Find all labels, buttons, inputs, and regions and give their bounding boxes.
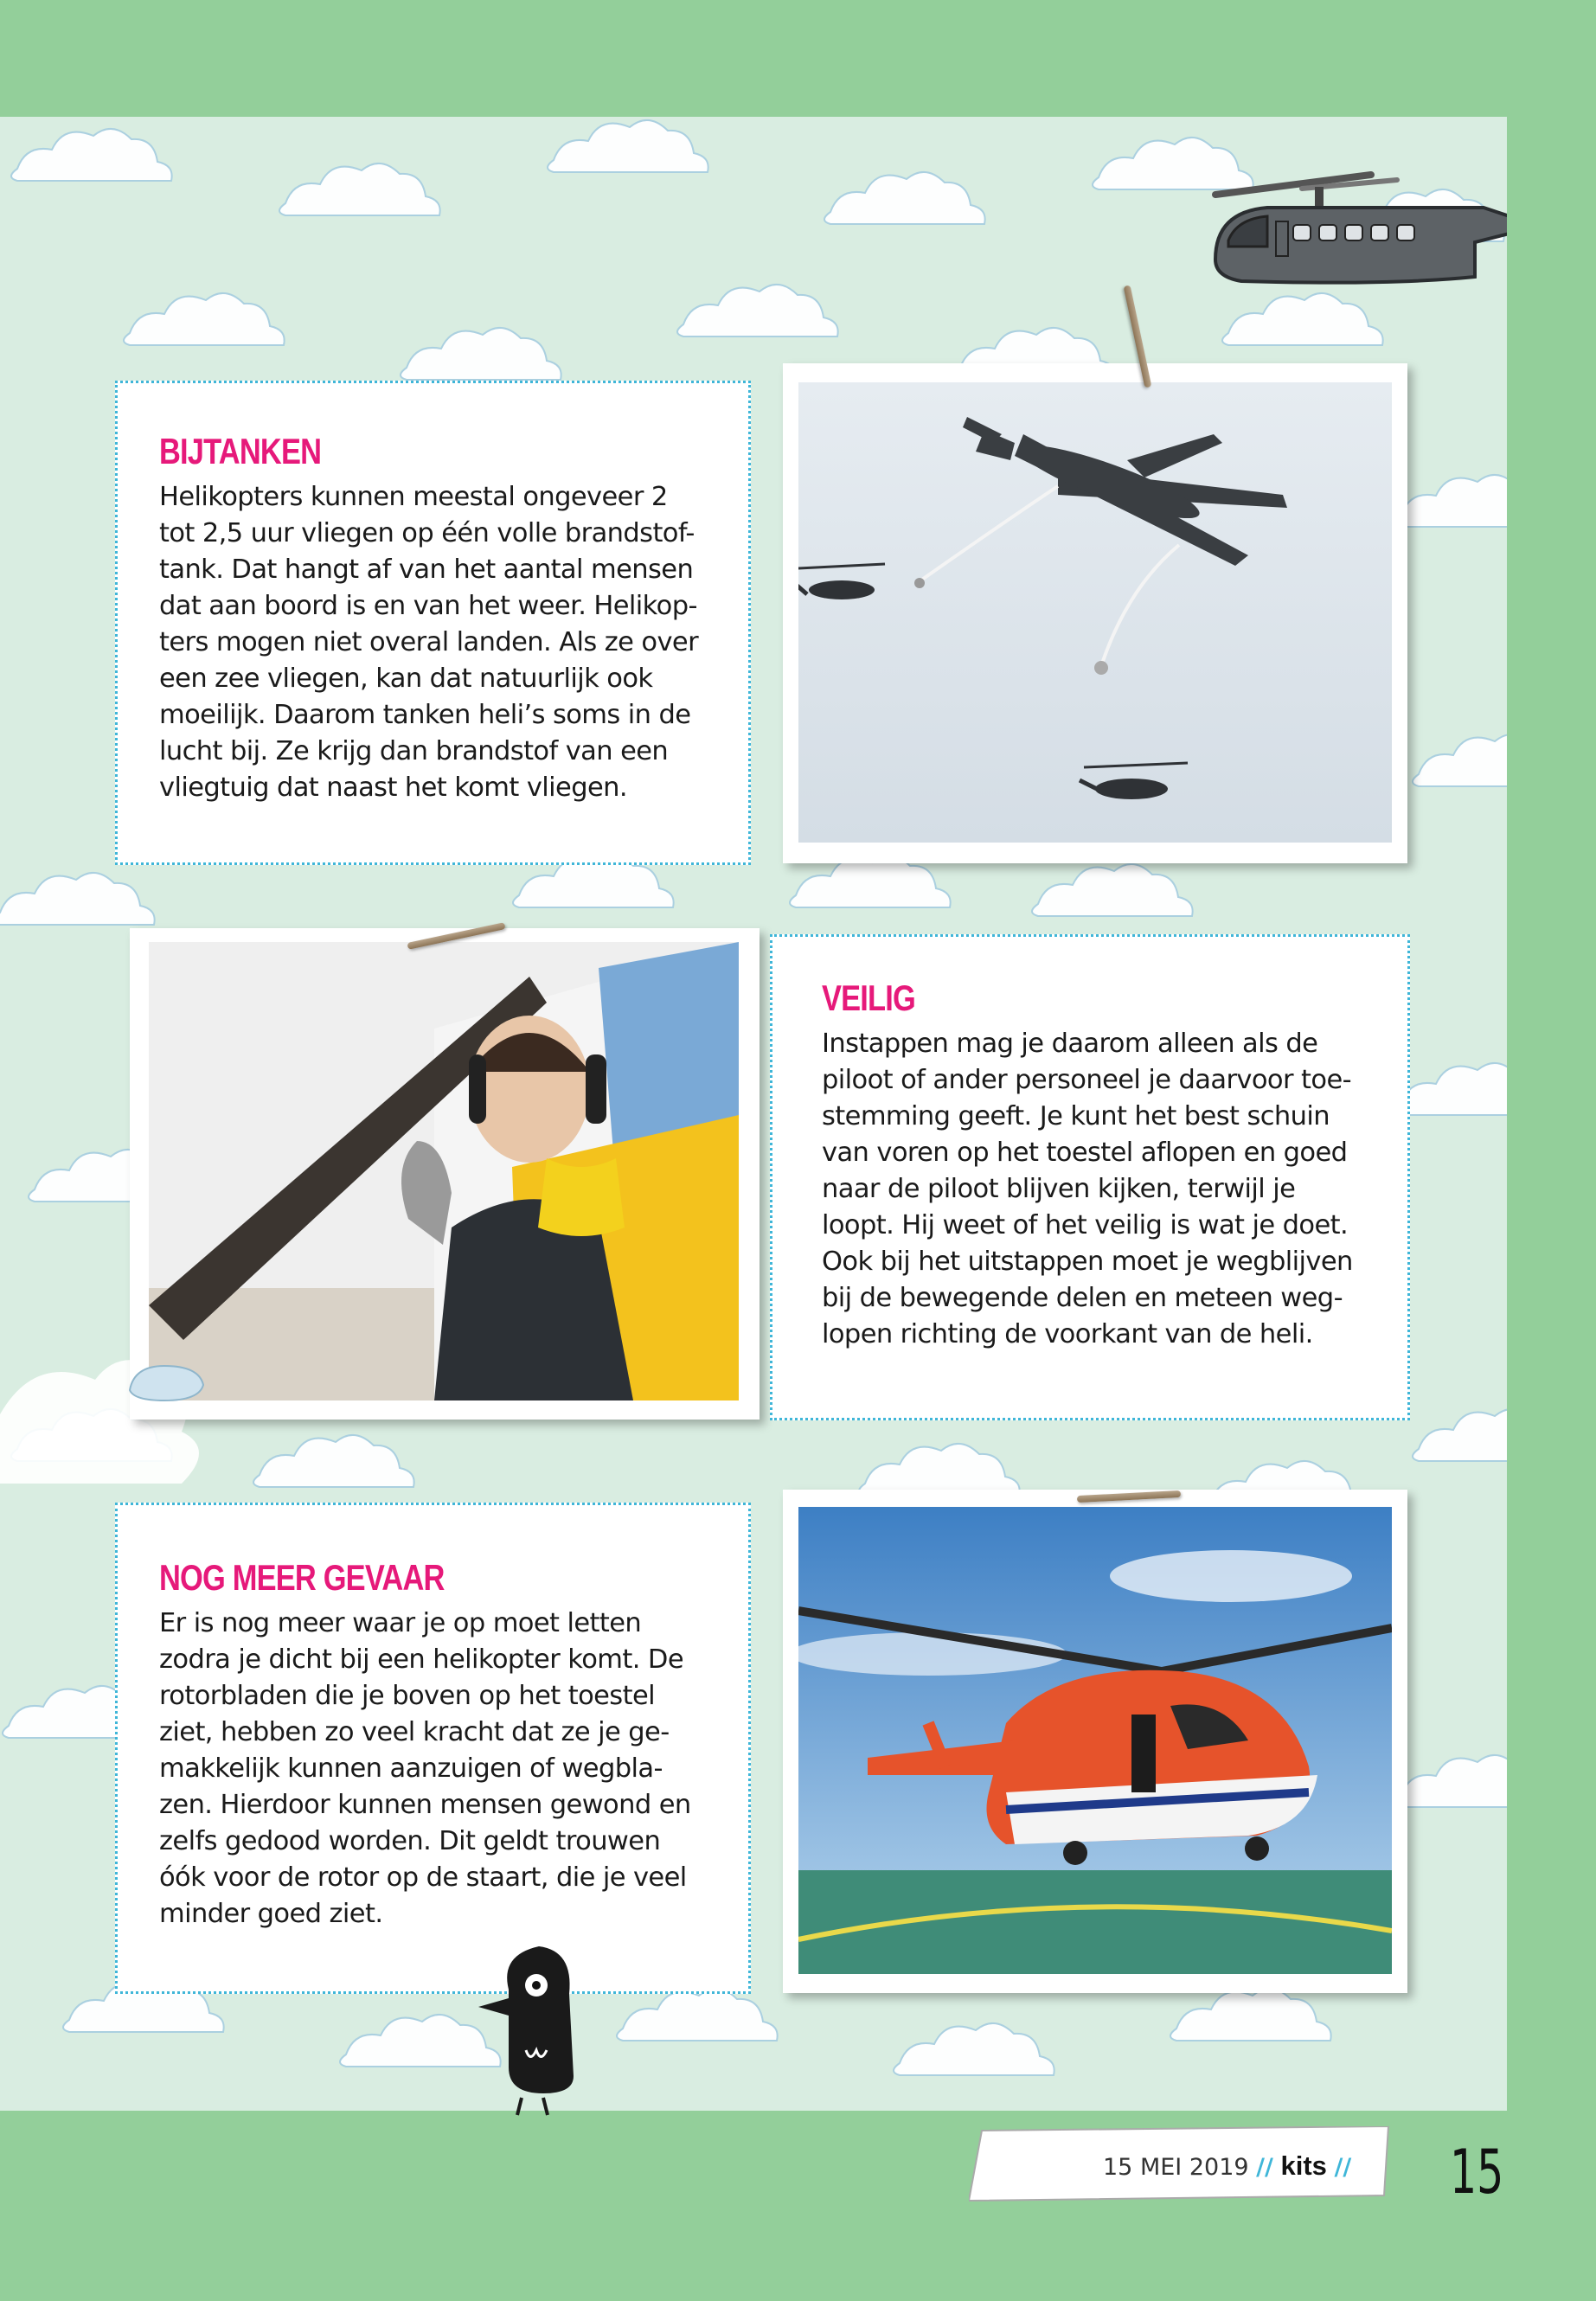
footer-slashes: // [1256, 2154, 1273, 2181]
bijtanken-textbox [115, 381, 751, 865]
pilot-image [149, 942, 739, 1400]
veilig-body: Instappen mag je daarom alleen als de piloot of ander personeel je daarvoor toe- stemming geeft. Je kunt het best schuin van voren op het toestel aflopen en goed naar de piloot blijven kijken, terwijl je loopt. Hij weet of het veilig is wat je doet. Ook bij het uitstappen moet je wegblijven bij de bewegende delen en meteen weg- lopen richting de voorkant van de heli. [822, 1029, 1353, 1349]
brand-logo: kits [1280, 2150, 1327, 2181]
helicopter-deck-photo [783, 1490, 1407, 1993]
veilig-heading: VEILIG [822, 977, 915, 1018]
bird-icon [474, 1938, 586, 2119]
issue-date [1103, 2150, 1351, 2182]
footer-strip [969, 2126, 1393, 2202]
cloud-icon [125, 1360, 208, 1403]
veilig-textbox [770, 934, 1410, 1420]
footer-date-text: 15 MEI 2019 [1103, 2154, 1249, 2181]
bijtanken-body: Helikopters kunnen meestal ongeveer 2 tot 2,5 uur vliegen op één volle brandstof- tank. Dat hangt af van het aantal mensen dat aan boord is en van het weer. Helikop- ters mogen niet overal landen. Als ze over een zee vliegen, kan dat natuurlijk ook moeilijk. Daarom tanken heli’s soms in de lucht bij. Ze krijg dan brandstof van een vliegtuig dat naast het komt vliegen. [159, 482, 699, 803]
nog-meer-gevaar-heading: NOG MEER GEVAAR [159, 1557, 445, 1598]
aerial-refueling-image [798, 382, 1392, 843]
helicopter-icon [1198, 164, 1507, 294]
bijtanken-heading: BIJTANKEN [159, 431, 322, 471]
nog-meer-gevaar-body: Er is nog meer waar je op moet letten zodra je dicht bij een helikopter komt. De rotorbladen die je boven op het toestel ziet, hebben zo veel kracht dat ze je ge- makkelijk kunnen aanzuigen of wegbla- zen. Hierdoor kunnen mensen gewond en zelfs gedood worden. Dit geldt trouwen óók voor de rotor op de staart, die je veel minder goed ziet. [159, 1608, 691, 1929]
pilot-photo [130, 928, 760, 1420]
aerial-refueling-photo [783, 363, 1407, 863]
nog-meer-gevaar-textbox [115, 1503, 751, 1994]
helicopter-deck-image [798, 1507, 1392, 1974]
page-number: 15 [1450, 2137, 1504, 2208]
footer-slashes: // [1334, 2154, 1352, 2181]
